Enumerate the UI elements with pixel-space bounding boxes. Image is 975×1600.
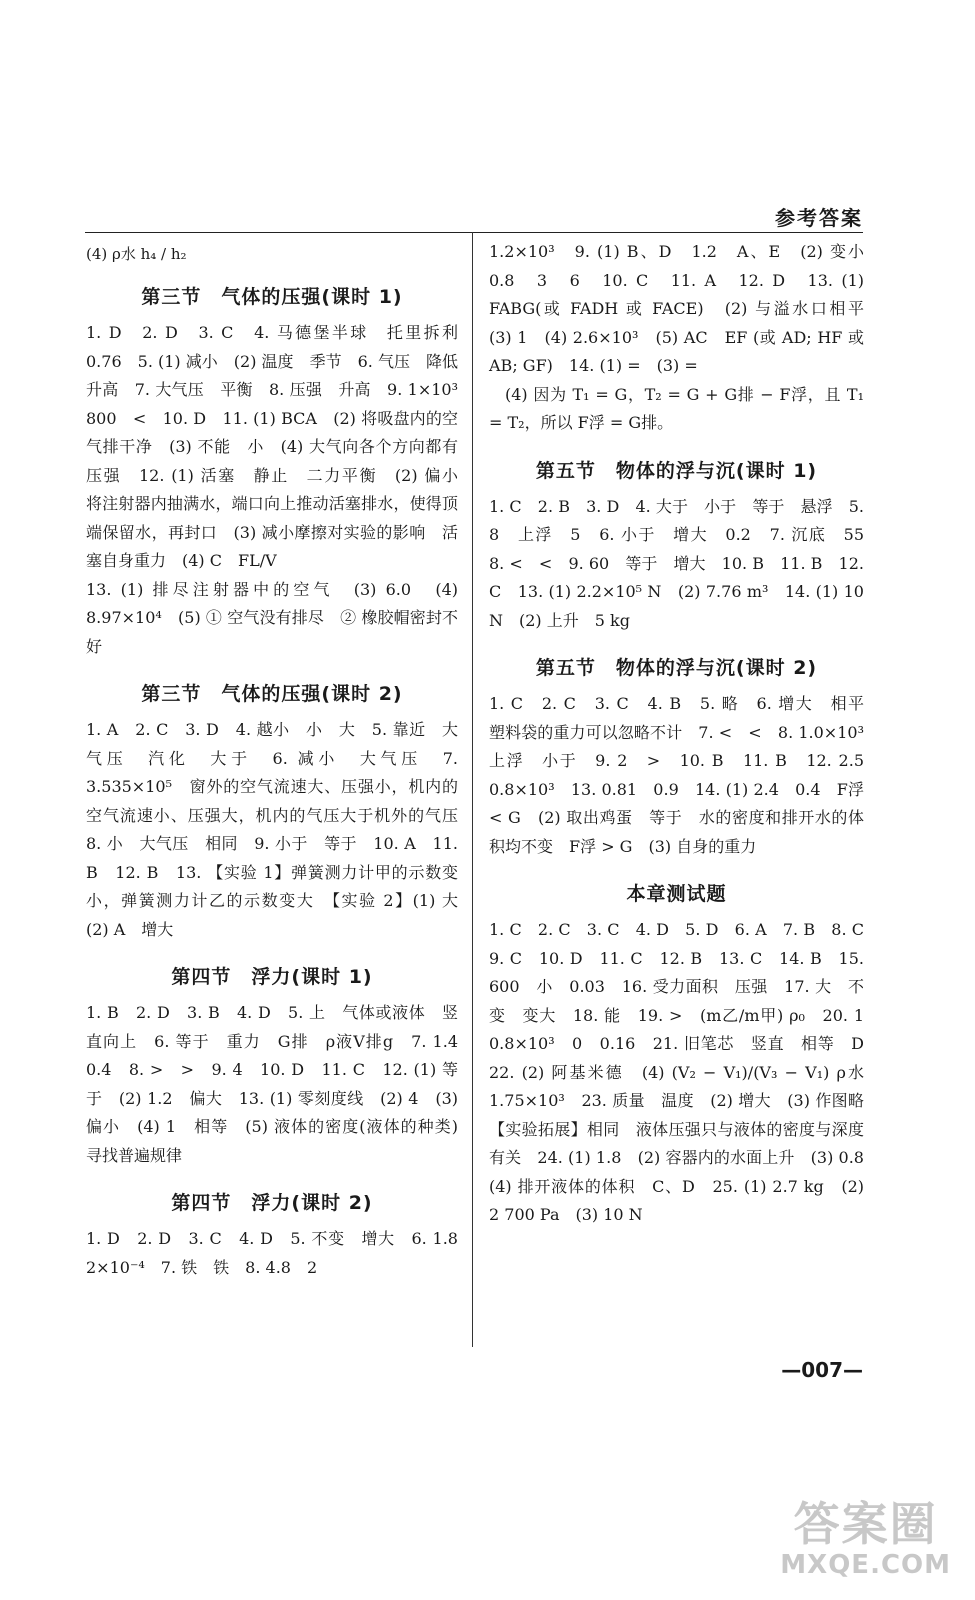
watermark-logo — [780, 1498, 951, 1580]
answer-paragraph: 1. C 2. B 3. D 4. 大于 小于 等于 悬浮 5. 8 上浮 5 6. 小于 增大 0.2 7. 沉底 55 8. < < 9. 60 等于 增大 10. B 11. B 12. C 13. (1) 2.2×10⁵ N (2) 7.76 m³ 14. (1) 10 N (2) 上升 5 kg — [489, 496, 881, 630]
column-divider — [472, 232, 473, 1347]
header-rule — [85, 232, 863, 233]
watermark-text: 答案圈 — [793, 1497, 938, 1551]
answer-paragraph: 1. A 2. C 3. D 4. 越小 小 大 5. 靠近 大气压 汽化 大于 6. 减小 大气压 7. 3.535×10⁵ 窗外的空气流速大、压强小，机内的空气流速小、压强大，机内的气压大于机外的气压 8. 小 大气压 相同 9. 小于 等于 10. A 11. B 12. B 13. 【实验 1】弹簧测力计甲的示数变小，弹簧测力计乙的示数变大 【实验 2】(1) 大 (2) A 增大 — [86, 720, 475, 939]
section-title: 第五节 物体的浮与沉(课时 1) — [535, 459, 818, 482]
page-number: —007— — [781, 1358, 863, 1382]
section-title: 第五节 物体的浮与沉(课时 2) — [535, 657, 818, 679]
answer-paragraph: 1. D 2. D 3. C 4. D 5. 不变 增大 6. 1.8 2×10⁻⁴ 7. 铁 铁 8. 4.8 2 — [86, 1229, 475, 1277]
section-title: 第三节 气体的压强(课时 2) — [141, 683, 403, 705]
right-column — [489, 238, 881, 1230]
left-column — [86, 238, 475, 1282]
answer-paragraph: 1.2×10³ 9. (1) B、D 1.2 A、E (2) 变小 0.8 3 6 10. C 11. A 12. D 13. (1) FABG(或 FADH 或 FACE) (2) 与溢水口相平 (3) 1 (4) 2.6×10³ (5) AC EF (或 AD; HF 或 AB; GF) 14. (1) = (3) = — [489, 242, 881, 375]
answer-paragraph: 13. (1) 排尽注射器中的空气 (3) 6.0 (4) 8.97×10⁴ (5) ① 空气没有排尽 ② 橡胶帽密封不好 — [86, 579, 458, 656]
answer-paragraph: 1. D 2. D 3. C 4. 马德堡半球 托里拆利 0.76 5. (1) 减小 (2) 温度 季节 6. 气压 降低 升高 7. 大气压 平衡 8. 压强 升高 9. 1×10³ 800 < 10. D 11. (1) BCA (2) 将吸盘内的空气排干净 (3) 不能 小 (4) 大气向各个方向都有压强 12. (1) 活塞 静止 二力平衡 (2) 偏小 将注射器内抽满水，端口向上推动活塞排水，使得顶端保留水，再封口 (3) 减小摩擦对实验的影响 活塞自身重力 (4) C FL/V — [86, 323, 475, 570]
section-title: 第四节 浮力(课时 1) — [171, 966, 373, 988]
answer-paragraph: (4) 因为 T₁ = G，T₂ = G + G排 − F浮，且 T₁ = T₂，所以 F浮 = G排。 — [489, 384, 864, 432]
answer-paragraph: 1. B 2. D 3. B 4. D 5. 上 气体或液体 竖直向上 6. 等于 重力 G排 ρ液V排g 7. 1.4 0.4 8. > > 9. 4 10. D 11. C 12. (1) 等于 (2) 1.2 偏大 13. (1) 零刻度线 (2) 4 (3) 偏小 (4) 1 相等 (5) 液体的密度(液体的种类) 寻找普遍规律 — [86, 1003, 475, 1165]
section-title: 第三节 气体的压强(课时 1) — [141, 286, 403, 308]
section-title: 第四节 浮力(课时 2) — [171, 1192, 373, 1214]
answer-paragraph: 1. C 2. C 3. C 4. D 5. D 6. A 7. B 8. C 9. C 10. D 11. C 12. B 13. C 14. B 15. 600 小 0.03 16. 受力面积 压强 17. 大 不变 变大 18. 能 19. > (m乙/m甲) ρ₀ 20. 1 0.8×10³ 0 0.16 21. 旧笔芯 竖直 相等 D 22. (2) 阿基米德 (4) (V₂ − V₁)/(V₃ − V₁) ρ水 1.75×10³ 23. 质量 温度 (2) 增大 (3) 作图略 【实验拓展】相同 液体压强只与液体的密度与深度有关 24. (1) 1.8 (2) 容器内的水面上升 (3) 0.8 (4) 排开液体的体积 C、D 25. (1) 2.7 kg (2) 2 700 Pa (3) 10 N — [489, 920, 881, 1224]
page-header-title: 参考答案 — [775, 206, 863, 230]
section-title: 本章测试题 — [626, 883, 727, 905]
answer-paragraph: 1. C 2. C 3. C 4. B 5. 略 6. 增大 相平 塑料袋的重力可以忽略不计 7. < < 8. 1.0×10³ 上浮 小于 9. 2 > 10. B 11. B 12. 2.5 0.8×10³ 13. 0.81 0.9 14. (1) 2.4 0.4 F浮 < G (2) 取出鸡蛋 等于 水的密度和排开水的体积均不变 F浮 > G (3) 自身的重力 — [489, 694, 881, 856]
intro-fraction: (4) ρ水 h₄ / h₂ — [86, 245, 187, 263]
watermark-url: MXQE.COM — [780, 1550, 951, 1580]
